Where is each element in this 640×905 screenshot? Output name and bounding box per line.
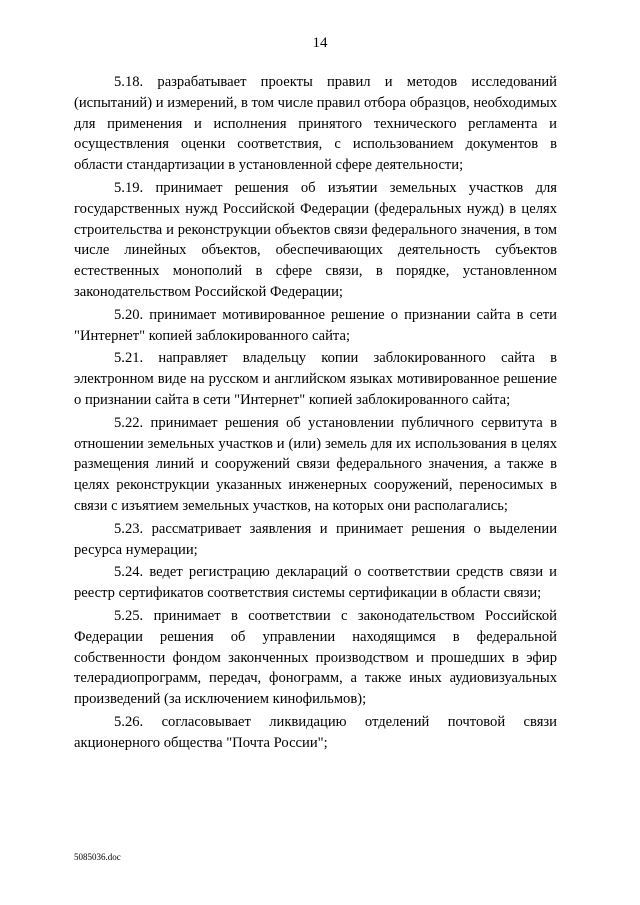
paragraph-text: принимает решения об изъятии земельных участков для государственных нужд Российской Федерации (федеральных нужд) в целях строительства и реконструкции объектов связи федерального значения, в том числе линейных объектов, обеспечивающих деятельность субъектов естественных монополий в сфере связи, в порядке, установленном законодательством Российской Федерации; [74,179,557,300]
paragraph-text: рассматривает заявления и принимает решения о выделении ресурса нумерации; [74,520,557,558]
paragraph-text: направляет владельцу копии заблокированного сайта в электронном виде на русском и английском языках мотивированное решение о признании сайта в сети "Интернет" копией заблокированного сайта; [74,350,557,408]
paragraph-number: 5.25. [114,607,144,624]
paragraph-text: принимает в соответствии с законодательством Российской Федерации решения об управлении находящимся в федеральной собственности фондом законченных производством и прошедших в эфир телерадиопрограмм, передач, фонограмм, а также иных аудиовизуальных произведений (за исключением кинофильмов); [74,607,557,708]
page-number: 14 [312,35,328,51]
paragraph-5-25 [74,606,557,710]
paragraph-number: 5.24. [114,564,144,581]
paragraph-number: 5.21. [114,350,144,367]
paragraph-5-21 [74,348,557,410]
paragraph-number: 5.19. [114,179,144,196]
paragraph-5-20 [74,305,557,347]
paragraph-text: ведет регистрацию деклараций о соответствии средств связи и реестр сертификатов соответствия системы сертификации в области связи; [74,564,557,602]
paragraph-number: 5.22. [114,414,144,431]
paragraph-5-24 [74,562,557,604]
file-name-footer: 5085036.doc [74,852,121,862]
paragraph-text: принимает решения об установлении публичного сервитута в отношении земельных участков и (или) земель для их использования в целях размещения линий и сооружений связи федерального значения, а также в целях реконструкции указанных инженерных сооружений, переносимых в связи с изъятием земельных участков, на которых они располагались; [74,414,557,514]
paragraph-5-19 [74,178,557,303]
paragraph-number: 5.26. [114,713,144,730]
paragraph-number: 5.18. [114,74,144,90]
paragraph-number: 5.20. [114,306,144,323]
document-body [74,72,557,756]
paragraph-5-26 [74,712,557,754]
paragraph-5-22 [74,413,557,517]
paragraph-5-23 [74,519,557,561]
paragraph-number: 5.23. [114,520,144,537]
paragraph-text: согласовывает ликвидацию отделений почтовой связи акционерного общества "Почта России"; [74,713,557,751]
paragraph-text: разрабатывает проекты правил и методов исследований (испытаний) и измерений, в том числе правил отбора образцов, необходимых для применения и исполнения принятого технического регламента и осуществления оценки соответствия, с использованием документов в области стандартизации в установленной сфере деятельности; [74,74,557,174]
paragraph-text: принимает мотивированное решение о признании сайта в сети "Интернет" копией заблокированного сайта; [74,306,557,344]
paragraph-5-18 [74,72,557,176]
